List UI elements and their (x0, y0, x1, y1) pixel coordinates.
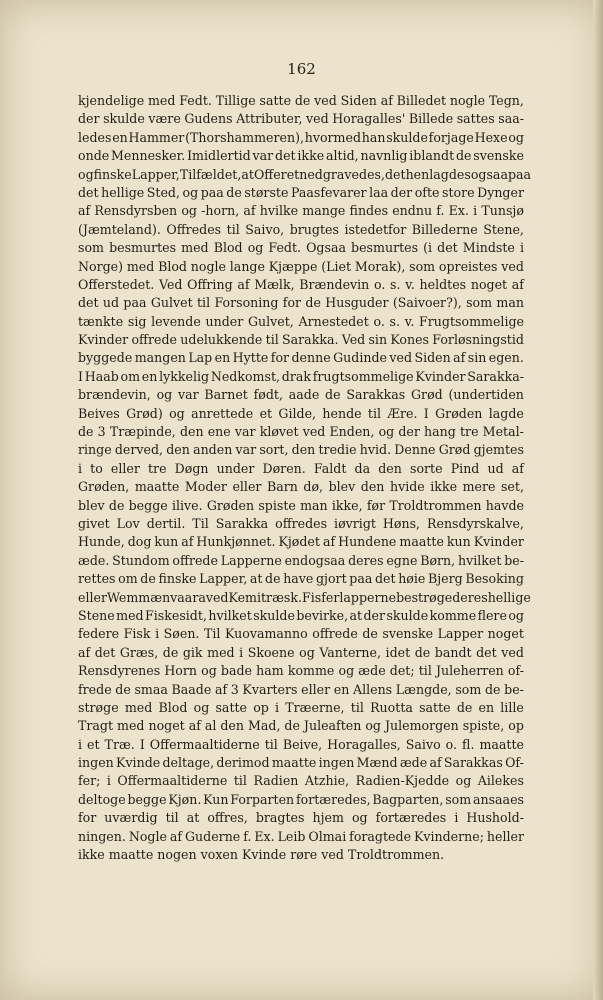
text-line: de 3 Træpinde, den ene var kløvet ved Enden, og der hang tre Metal- (78, 424, 524, 440)
text-line: af Rensdyrsben og -horn, af hvilke mange findes endnu f. Ex. i Tunsjø (78, 203, 524, 219)
text-line: frede de smaa Baade af 3 Kvarters eller en Allens Længde, som de be- (78, 681, 524, 697)
text-line: for uværdig til at offres, bragtes hjem og fortæredes i Hushold- (78, 810, 524, 826)
text-line: der skulde være Gudens Attributer, ved Horagalles' Billede sattes saa- (78, 111, 524, 127)
text-line: fer; i Offermaaltiderne til Radien Atzhie, Radien-Kjedde og Ailekes (78, 773, 524, 789)
text-line: ringe derved, den anden var sort, den tredie hvid. Denne Grød gjemtes (78, 442, 524, 458)
text-line: eller Wemmænvaara ved Kemitræsk. Fisferlapperne bestrøge deres hellige (78, 589, 531, 605)
text-line: givet Lov dertil. Til Sarakka offredes iøvrigt Høns, Rensdyrskalve, (78, 515, 524, 531)
text-line: kjendelige med Fedt. Tillige satte de ved Siden af Billedet nogle Tegn, (78, 93, 524, 108)
text-line: blev de begge ilive. Grøden spiste man ikke, før Troldtrommen havde (78, 497, 524, 513)
text-line: Rensdyrenes Horn og bade ham komme og æde det; til Juleherren of- (78, 663, 524, 679)
text-line: det hellige Sted, og paa de største Paasfevarer laa der ofte store Dynger (78, 184, 524, 200)
text-line: ningen. Nogle af Guderne f. Ex. Leib Olmai foragtede Kvinderne; heller (78, 828, 524, 844)
text-line: I Haab om en lykkelig Nedkomst, drak frugtsommelige Kvinder Sarakka- (78, 368, 524, 384)
text-line: Kvinder offrede udelukkende til Sarakka. Ved sin Kones Forløsningstid (78, 332, 524, 348)
text-line: byggede mangen Lap en Hytte for denne Gudinde ved Siden af sin egen. (78, 350, 524, 366)
page-number: 162 (287, 60, 316, 78)
text-line: ledes en Hammer (Thorshammeren), hvormed han skulde forjage Hexe og (78, 129, 524, 145)
page-edge (593, 0, 603, 1000)
text-line: rettes om de finske Lapper, at de have gjort paa det høie Bjerg Besoking (78, 571, 524, 587)
text-line: Hunde, dog kun af Hunkjønnet. Kjødet af Hundene maatte kun Kvinder (78, 534, 524, 550)
text-line: Tragt med noget af al den Mad, de Juleaften og Julemorgen spiste, op (78, 718, 524, 734)
text-line: (Jæmteland). Offredes til Saivo, brugtes istedetfor Billederne Stene, (78, 221, 524, 237)
text-line: i et Træ. I Offermaaltiderne til Beive, Horagalles, Saivo o. fl. maatte (78, 736, 524, 752)
text-line: i to eller tre Døgn under Døren. Faldt da den sorte Pind ud af (78, 460, 524, 476)
text-line: Norge) med Blod nogle lange Kjæppe (Liet Morak), som opreistes ved (78, 258, 524, 274)
text-line: som besmurtes med Blod og Fedt. Ogsaa besmurtes (i det Mindste i (78, 240, 524, 256)
text-line: brændevin, og var Barnet født, aade de Sarakkas Grød (undertiden (78, 387, 524, 403)
page-body-text (78, 92, 532, 864)
text-line: Beives Grød) og anrettede et Gilde, hende til Ære. I Grøden lagde (78, 405, 524, 421)
text-line: Stene med Fiskesidt, hvilket skulde bevirke, at der skulde komme flere og (78, 607, 524, 623)
text-line: og finske Lapper, Tilfældet, at Offeret nedgravedes, det henlagdes ogsaa paa (78, 166, 532, 182)
text-line: ingen Kvinde deltage, derimod maatte ingen Mænd æde af Sarakkas Of- (78, 755, 524, 771)
text-line: deltoge begge Kjøn. Kun Forparten fortæredes, Bagparten, som ansaaes (78, 791, 524, 807)
text-line: Grøden, maatte Moder eller Barn dø, blev den hvide ikke mere set, (78, 479, 524, 495)
text-line: tænkte sig levende under Gulvet, Arnestedet o. s. v. Frugtsommelige (78, 313, 524, 329)
text-line: Offerstedet. Ved Offring af Mælk, Brændevin o. s. v. heldtes noget af (78, 276, 524, 292)
text-line: ikke maatte nogen voxen Kvinde røre ved Troldtrommen. (78, 847, 445, 863)
text-line: det ud paa Gulvet til Forsoning for de Husguder (Saivoer?), som man (78, 295, 524, 311)
text-line: af det Græs, de gik med i Skoene og Vanterne, idet de bandt det ved (78, 644, 524, 660)
text-line: æde. Stundom offrede Lapperne endogsaa deres egne Børn, hvilket be- (78, 552, 524, 568)
text-line: onde Mennesker. Imidlertid var det ikke altid, navnlig iblandt de svenske (78, 148, 524, 164)
text-line: strøge med Blod og satte op i Træerne, til Ruotta satte de en lille (78, 699, 524, 715)
text-line: federe Fisk i Søen. Til Kuovamanno offrede de svenske Lapper noget (78, 626, 524, 642)
